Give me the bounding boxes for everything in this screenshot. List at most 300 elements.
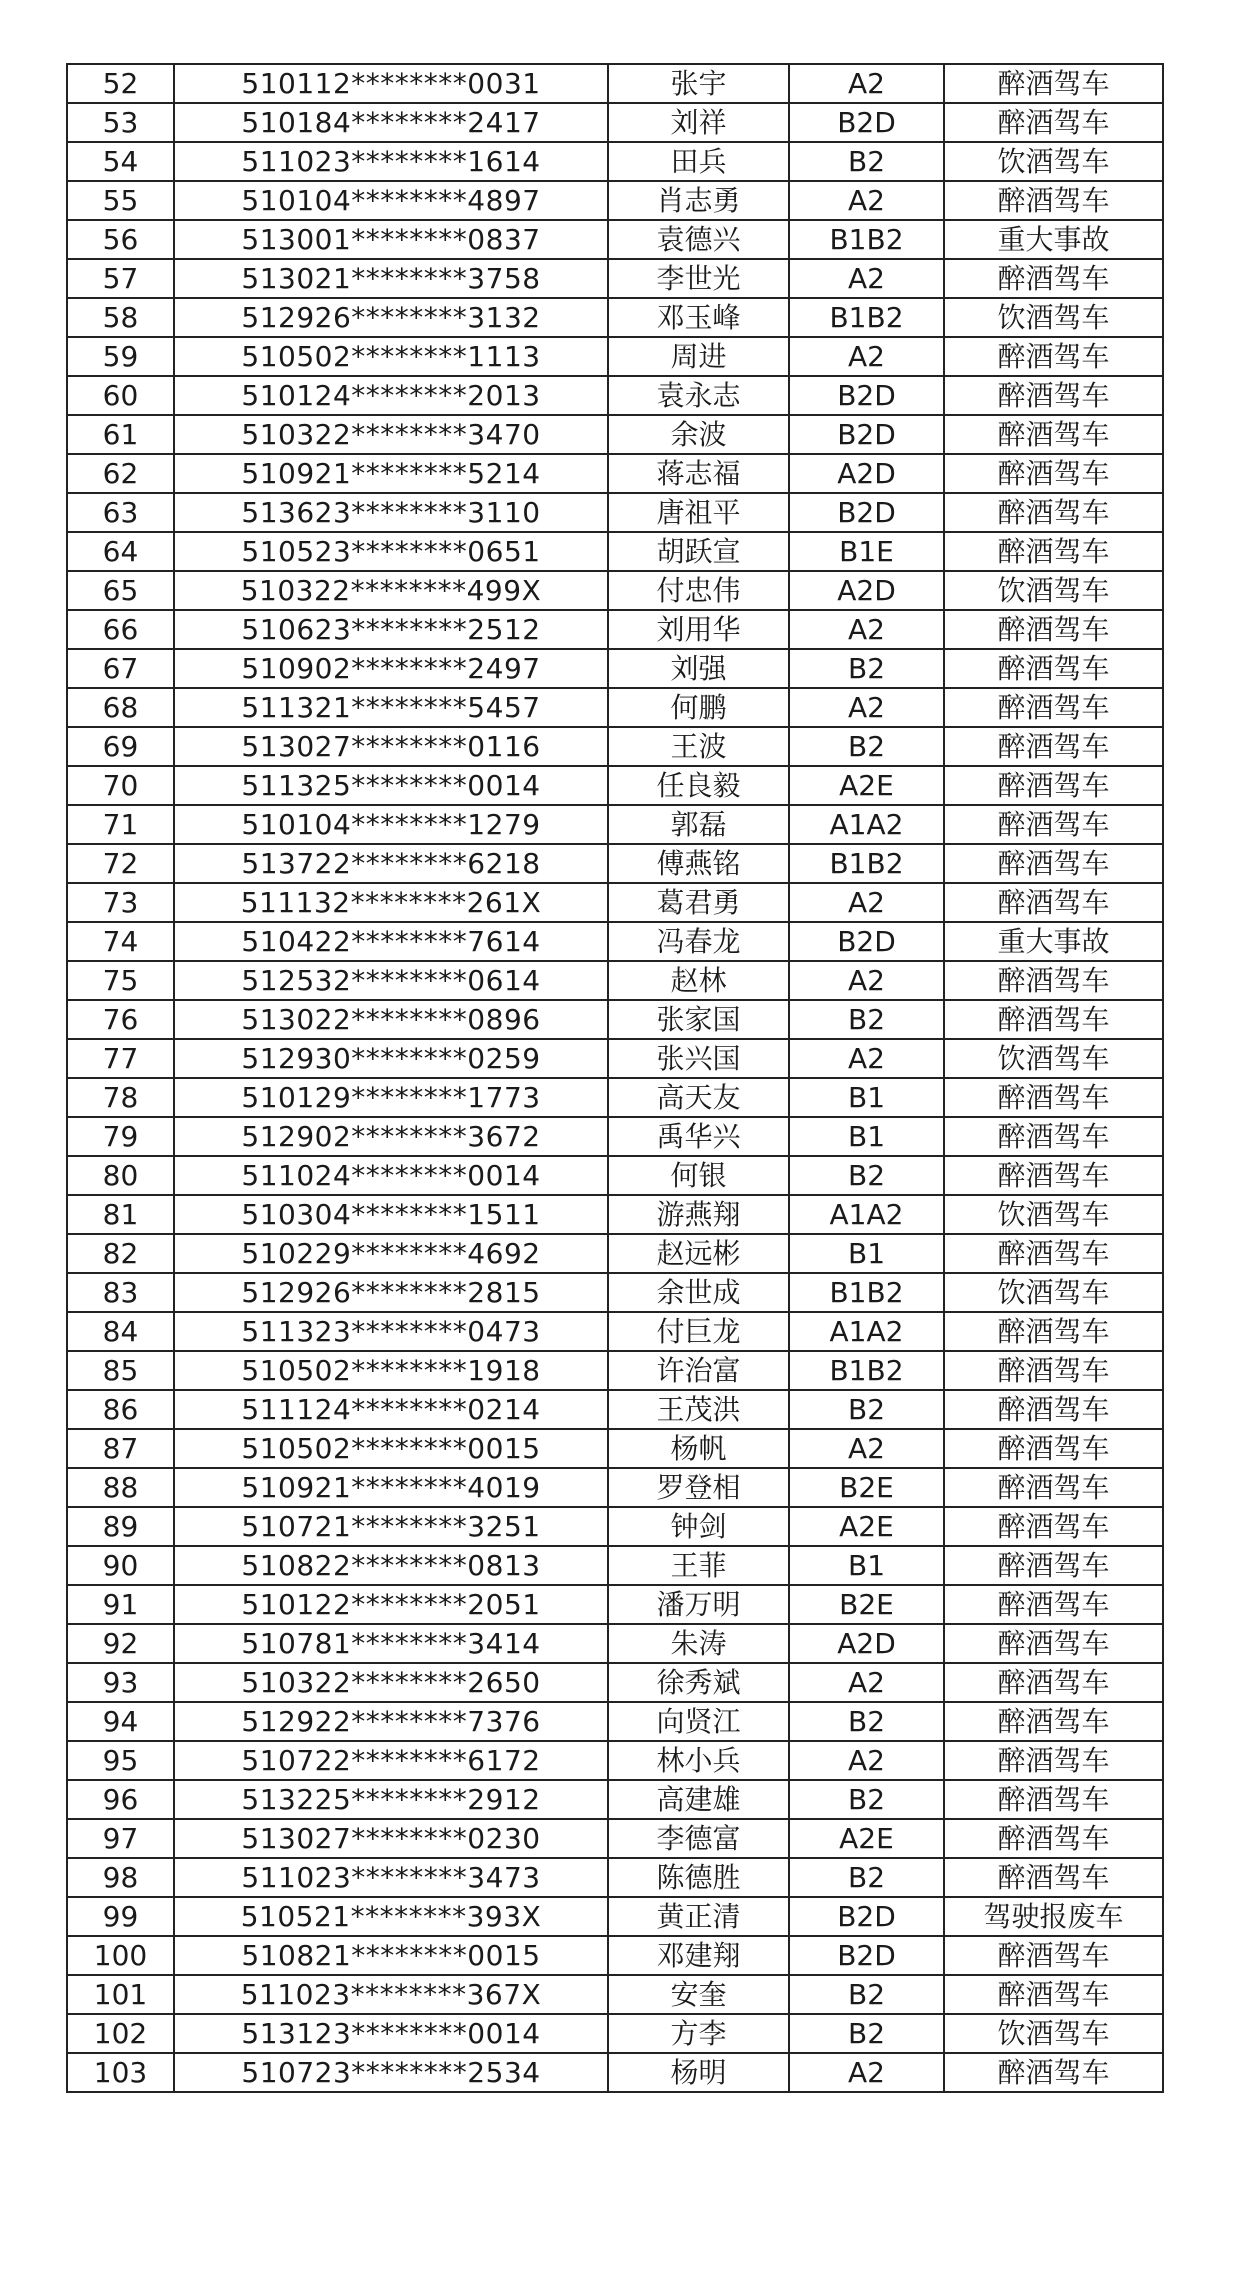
id-number-cell: 512926********3132 xyxy=(174,298,608,337)
violation-reason-cell: 饮酒驾车 xyxy=(944,1273,1163,1312)
person-name-cell: 徐秀斌 xyxy=(608,1663,789,1702)
person-name-cell: 张兴国 xyxy=(608,1039,789,1078)
license-class-cell: B1 xyxy=(789,1234,944,1273)
table-row xyxy=(67,1390,1163,1429)
violation-reason-cell: 醉酒驾车 xyxy=(944,2053,1163,2092)
violation-reason-cell: 醉酒驾车 xyxy=(944,727,1163,766)
id-number-cell: 513027********0230 xyxy=(174,1819,608,1858)
row-number-cell: 83 xyxy=(67,1273,174,1312)
row-number-cell: 79 xyxy=(67,1117,174,1156)
id-number-cell: 511023********3473 xyxy=(174,1858,608,1897)
id-number-cell: 510322********2650 xyxy=(174,1663,608,1702)
license-class-cell: B2 xyxy=(789,2014,944,2053)
id-number-cell: 510902********2497 xyxy=(174,649,608,688)
row-number-cell: 93 xyxy=(67,1663,174,1702)
table-row xyxy=(67,103,1163,142)
person-name-cell: 王菲 xyxy=(608,1546,789,1585)
row-number-cell: 85 xyxy=(67,1351,174,1390)
id-number-cell: 510304********1511 xyxy=(174,1195,608,1234)
table-row xyxy=(67,1273,1163,1312)
person-name-cell: 余世成 xyxy=(608,1273,789,1312)
license-class-cell: B2D xyxy=(789,415,944,454)
license-class-cell: B2 xyxy=(789,1858,944,1897)
violation-reason-cell: 重大事故 xyxy=(944,922,1163,961)
id-number-cell: 510921********4019 xyxy=(174,1468,608,1507)
person-name-cell: 张宇 xyxy=(608,64,789,103)
violation-reason-cell: 醉酒驾车 xyxy=(944,1468,1163,1507)
license-class-cell: A2E xyxy=(789,766,944,805)
license-class-cell: A2 xyxy=(789,337,944,376)
person-name-cell: 田兵 xyxy=(608,142,789,181)
person-name-cell: 余波 xyxy=(608,415,789,454)
person-name-cell: 王茂洪 xyxy=(608,1390,789,1429)
violation-reason-cell: 醉酒驾车 xyxy=(944,337,1163,376)
person-name-cell: 林小兵 xyxy=(608,1741,789,1780)
license-class-cell: B1B2 xyxy=(789,844,944,883)
id-number-cell: 510229********4692 xyxy=(174,1234,608,1273)
person-name-cell: 许治富 xyxy=(608,1351,789,1390)
record-table xyxy=(66,63,1164,2093)
person-name-cell: 郭磊 xyxy=(608,805,789,844)
violation-reason-cell: 醉酒驾车 xyxy=(944,1858,1163,1897)
violation-reason-cell: 饮酒驾车 xyxy=(944,2014,1163,2053)
row-number-cell: 96 xyxy=(67,1780,174,1819)
person-name-cell: 罗登相 xyxy=(608,1468,789,1507)
id-number-cell: 511132********261X xyxy=(174,883,608,922)
person-name-cell: 安奎 xyxy=(608,1975,789,2014)
person-name-cell: 傅燕铭 xyxy=(608,844,789,883)
row-number-cell: 92 xyxy=(67,1624,174,1663)
license-class-cell: B2D xyxy=(789,493,944,532)
table-row xyxy=(67,1234,1163,1273)
table-row xyxy=(67,1117,1163,1156)
violation-reason-cell: 醉酒驾车 xyxy=(944,1585,1163,1624)
id-number-cell: 510623********2512 xyxy=(174,610,608,649)
table-row xyxy=(67,1936,1163,1975)
id-number-cell: 511325********0014 xyxy=(174,766,608,805)
license-class-cell: B1 xyxy=(789,1546,944,1585)
table-row xyxy=(67,220,1163,259)
table-row xyxy=(67,1741,1163,1780)
person-name-cell: 付巨龙 xyxy=(608,1312,789,1351)
violation-reason-cell: 醉酒驾车 xyxy=(944,64,1163,103)
table-row xyxy=(67,688,1163,727)
table-row xyxy=(67,844,1163,883)
violation-reason-cell: 醉酒驾车 xyxy=(944,1546,1163,1585)
person-name-cell: 唐祖平 xyxy=(608,493,789,532)
violation-reason-cell: 醉酒驾车 xyxy=(944,688,1163,727)
table-row xyxy=(67,805,1163,844)
license-class-cell: A2E xyxy=(789,1819,944,1858)
violation-reason-cell: 饮酒驾车 xyxy=(944,142,1163,181)
license-class-cell: A2 xyxy=(789,883,944,922)
violation-reason-cell: 醉酒驾车 xyxy=(944,1780,1163,1819)
row-number-cell: 69 xyxy=(67,727,174,766)
row-number-cell: 74 xyxy=(67,922,174,961)
id-number-cell: 510124********2013 xyxy=(174,376,608,415)
person-name-cell: 杨帆 xyxy=(608,1429,789,1468)
id-number-cell: 512930********0259 xyxy=(174,1039,608,1078)
violation-reason-cell: 驾驶报废车 xyxy=(944,1897,1163,1936)
table-row xyxy=(67,1078,1163,1117)
violation-reason-cell: 醉酒驾车 xyxy=(944,766,1163,805)
violation-reason-cell: 饮酒驾车 xyxy=(944,1039,1163,1078)
person-name-cell: 方李 xyxy=(608,2014,789,2053)
table-row xyxy=(67,259,1163,298)
violation-reason-cell: 醉酒驾车 xyxy=(944,493,1163,532)
license-class-cell: A2E xyxy=(789,1507,944,1546)
person-name-cell: 邓玉峰 xyxy=(608,298,789,337)
id-number-cell: 510129********1773 xyxy=(174,1078,608,1117)
license-class-cell: B2 xyxy=(789,727,944,766)
license-class-cell: B1E xyxy=(789,532,944,571)
violation-reason-cell: 醉酒驾车 xyxy=(944,1702,1163,1741)
table-row xyxy=(67,1468,1163,1507)
person-name-cell: 蒋志福 xyxy=(608,454,789,493)
id-number-cell: 513027********0116 xyxy=(174,727,608,766)
person-name-cell: 周进 xyxy=(608,337,789,376)
id-number-cell: 510122********2051 xyxy=(174,1585,608,1624)
person-name-cell: 游燕翔 xyxy=(608,1195,789,1234)
license-class-cell: A2 xyxy=(789,181,944,220)
row-number-cell: 99 xyxy=(67,1897,174,1936)
license-class-cell: B1B2 xyxy=(789,1273,944,1312)
violation-reason-cell: 醉酒驾车 xyxy=(944,844,1163,883)
row-number-cell: 63 xyxy=(67,493,174,532)
row-number-cell: 102 xyxy=(67,2014,174,2053)
license-class-cell: A2 xyxy=(789,1663,944,1702)
violation-reason-cell: 醉酒驾车 xyxy=(944,532,1163,571)
license-class-cell: A2 xyxy=(789,688,944,727)
person-name-cell: 陈德胜 xyxy=(608,1858,789,1897)
id-number-cell: 513123********0014 xyxy=(174,2014,608,2053)
license-class-cell: B1B2 xyxy=(789,1351,944,1390)
table-row xyxy=(67,883,1163,922)
violation-reason-cell: 醉酒驾车 xyxy=(944,1078,1163,1117)
row-number-cell: 97 xyxy=(67,1819,174,1858)
table-row xyxy=(67,64,1163,103)
table-row xyxy=(67,1897,1163,1936)
record-table-body xyxy=(67,64,1163,2092)
id-number-cell: 510821********0015 xyxy=(174,1936,608,1975)
license-class-cell: A2D xyxy=(789,1624,944,1663)
person-name-cell: 潘万明 xyxy=(608,1585,789,1624)
license-class-cell: B2D xyxy=(789,103,944,142)
table-row xyxy=(67,1624,1163,1663)
person-name-cell: 付忠伟 xyxy=(608,571,789,610)
license-class-cell: B2D xyxy=(789,1936,944,1975)
table-row xyxy=(67,337,1163,376)
row-number-cell: 76 xyxy=(67,1000,174,1039)
violation-reason-cell: 饮酒驾车 xyxy=(944,571,1163,610)
violation-reason-cell: 醉酒驾车 xyxy=(944,1429,1163,1468)
violation-reason-cell: 醉酒驾车 xyxy=(944,1663,1163,1702)
table-row xyxy=(67,415,1163,454)
row-number-cell: 58 xyxy=(67,298,174,337)
license-class-cell: B2 xyxy=(789,1975,944,2014)
id-number-cell: 510104********4897 xyxy=(174,181,608,220)
license-class-cell: B1 xyxy=(789,1078,944,1117)
license-class-cell: A2 xyxy=(789,64,944,103)
id-number-cell: 513722********6218 xyxy=(174,844,608,883)
id-number-cell: 511323********0473 xyxy=(174,1312,608,1351)
id-number-cell: 510502********0015 xyxy=(174,1429,608,1468)
id-number-cell: 512532********0614 xyxy=(174,961,608,1000)
person-name-cell: 杨明 xyxy=(608,2053,789,2092)
person-name-cell: 赵林 xyxy=(608,961,789,1000)
violation-reason-cell: 醉酒驾车 xyxy=(944,1936,1163,1975)
row-number-cell: 86 xyxy=(67,1390,174,1429)
id-number-cell: 510322********499X xyxy=(174,571,608,610)
row-number-cell: 67 xyxy=(67,649,174,688)
row-number-cell: 84 xyxy=(67,1312,174,1351)
person-name-cell: 袁永志 xyxy=(608,376,789,415)
table-row xyxy=(67,1585,1163,1624)
table-row xyxy=(67,961,1163,1000)
id-number-cell: 510502********1918 xyxy=(174,1351,608,1390)
id-number-cell: 512926********2815 xyxy=(174,1273,608,1312)
row-number-cell: 101 xyxy=(67,1975,174,2014)
table-row xyxy=(67,454,1163,493)
table-row xyxy=(67,376,1163,415)
violation-reason-cell: 醉酒驾车 xyxy=(944,961,1163,1000)
row-number-cell: 77 xyxy=(67,1039,174,1078)
table-row xyxy=(67,1546,1163,1585)
license-class-cell: A2 xyxy=(789,1741,944,1780)
table-row xyxy=(67,1780,1163,1819)
id-number-cell: 510822********0813 xyxy=(174,1546,608,1585)
person-name-cell: 朱涛 xyxy=(608,1624,789,1663)
license-class-cell: B2D xyxy=(789,922,944,961)
person-name-cell: 肖志勇 xyxy=(608,181,789,220)
row-number-cell: 80 xyxy=(67,1156,174,1195)
person-name-cell: 冯春龙 xyxy=(608,922,789,961)
license-class-cell: B2 xyxy=(789,1156,944,1195)
id-number-cell: 510112********0031 xyxy=(174,64,608,103)
license-class-cell: A2 xyxy=(789,1039,944,1078)
license-class-cell: B2 xyxy=(789,649,944,688)
license-class-cell: B1 xyxy=(789,1117,944,1156)
person-name-cell: 李德富 xyxy=(608,1819,789,1858)
violation-reason-cell: 醉酒驾车 xyxy=(944,1156,1163,1195)
person-name-cell: 赵远彬 xyxy=(608,1234,789,1273)
row-number-cell: 75 xyxy=(67,961,174,1000)
table-row xyxy=(67,493,1163,532)
row-number-cell: 91 xyxy=(67,1585,174,1624)
row-number-cell: 72 xyxy=(67,844,174,883)
id-number-cell: 512922********7376 xyxy=(174,1702,608,1741)
table-row xyxy=(67,1702,1163,1741)
id-number-cell: 510523********0651 xyxy=(174,532,608,571)
id-number-cell: 510723********2534 xyxy=(174,2053,608,2092)
violation-reason-cell: 醉酒驾车 xyxy=(944,1000,1163,1039)
row-number-cell: 65 xyxy=(67,571,174,610)
table-row xyxy=(67,1858,1163,1897)
license-class-cell: B2E xyxy=(789,1585,944,1624)
row-number-cell: 57 xyxy=(67,259,174,298)
violation-reason-cell: 醉酒驾车 xyxy=(944,610,1163,649)
person-name-cell: 刘祥 xyxy=(608,103,789,142)
table-row xyxy=(67,532,1163,571)
table-row xyxy=(67,181,1163,220)
table-row xyxy=(67,1000,1163,1039)
person-name-cell: 葛君勇 xyxy=(608,883,789,922)
person-name-cell: 王波 xyxy=(608,727,789,766)
license-class-cell: B2 xyxy=(789,1780,944,1819)
violation-reason-cell: 饮酒驾车 xyxy=(944,1195,1163,1234)
violation-reason-cell: 醉酒驾车 xyxy=(944,415,1163,454)
violation-reason-cell: 醉酒驾车 xyxy=(944,1975,1163,2014)
table-row xyxy=(67,922,1163,961)
violation-reason-cell: 醉酒驾车 xyxy=(944,1234,1163,1273)
row-number-cell: 95 xyxy=(67,1741,174,1780)
table-row xyxy=(67,1195,1163,1234)
row-number-cell: 89 xyxy=(67,1507,174,1546)
person-name-cell: 钟剑 xyxy=(608,1507,789,1546)
row-number-cell: 64 xyxy=(67,532,174,571)
id-number-cell: 510322********3470 xyxy=(174,415,608,454)
id-number-cell: 510502********1113 xyxy=(174,337,608,376)
violation-reason-cell: 醉酒驾车 xyxy=(944,1351,1163,1390)
person-name-cell: 黄正清 xyxy=(608,1897,789,1936)
row-number-cell: 61 xyxy=(67,415,174,454)
row-number-cell: 94 xyxy=(67,1702,174,1741)
license-class-cell: B2D xyxy=(789,1897,944,1936)
row-number-cell: 88 xyxy=(67,1468,174,1507)
table-row xyxy=(67,1975,1163,2014)
license-class-cell: A2 xyxy=(789,610,944,649)
violation-reason-cell: 醉酒驾车 xyxy=(944,1312,1163,1351)
violation-reason-cell: 醉酒驾车 xyxy=(944,181,1163,220)
license-class-cell: B2 xyxy=(789,1702,944,1741)
violation-reason-cell: 醉酒驾车 xyxy=(944,1117,1163,1156)
license-class-cell: A2D xyxy=(789,571,944,610)
table-row xyxy=(67,766,1163,805)
row-number-cell: 59 xyxy=(67,337,174,376)
row-number-cell: 71 xyxy=(67,805,174,844)
license-class-cell: B2 xyxy=(789,1390,944,1429)
row-number-cell: 70 xyxy=(67,766,174,805)
license-class-cell: B2 xyxy=(789,1000,944,1039)
person-name-cell: 李世光 xyxy=(608,259,789,298)
row-number-cell: 98 xyxy=(67,1858,174,1897)
id-number-cell: 511024********0014 xyxy=(174,1156,608,1195)
table-row xyxy=(67,1156,1163,1195)
table-row xyxy=(67,142,1163,181)
table-row xyxy=(67,2053,1163,2092)
violation-reason-cell: 醉酒驾车 xyxy=(944,1819,1163,1858)
violation-reason-cell: 醉酒驾车 xyxy=(944,259,1163,298)
table-row xyxy=(67,649,1163,688)
table-row xyxy=(67,727,1163,766)
violation-reason-cell: 醉酒驾车 xyxy=(944,883,1163,922)
violation-reason-cell: 醉酒驾车 xyxy=(944,1624,1163,1663)
row-number-cell: 78 xyxy=(67,1078,174,1117)
id-number-cell: 511023********1614 xyxy=(174,142,608,181)
person-name-cell: 张家国 xyxy=(608,1000,789,1039)
row-number-cell: 62 xyxy=(67,454,174,493)
person-name-cell: 袁德兴 xyxy=(608,220,789,259)
row-number-cell: 100 xyxy=(67,1936,174,1975)
license-class-cell: A2 xyxy=(789,1429,944,1468)
id-number-cell: 510422********7614 xyxy=(174,922,608,961)
license-class-cell: B2 xyxy=(789,142,944,181)
person-name-cell: 向贤江 xyxy=(608,1702,789,1741)
violation-reason-cell: 醉酒驾车 xyxy=(944,1741,1163,1780)
license-class-cell: A2 xyxy=(789,259,944,298)
table-row xyxy=(67,1663,1163,1702)
row-number-cell: 53 xyxy=(67,103,174,142)
person-name-cell: 任良毅 xyxy=(608,766,789,805)
id-number-cell: 513022********0896 xyxy=(174,1000,608,1039)
id-number-cell: 511321********5457 xyxy=(174,688,608,727)
row-number-cell: 68 xyxy=(67,688,174,727)
id-number-cell: 510921********5214 xyxy=(174,454,608,493)
license-class-cell: A2 xyxy=(789,961,944,1000)
table-row xyxy=(67,1429,1163,1468)
person-name-cell: 高天友 xyxy=(608,1078,789,1117)
table-row xyxy=(67,571,1163,610)
row-number-cell: 52 xyxy=(67,64,174,103)
person-name-cell: 邓建翔 xyxy=(608,1936,789,1975)
table-row xyxy=(67,1507,1163,1546)
id-number-cell: 513001********0837 xyxy=(174,220,608,259)
license-class-cell: A2 xyxy=(789,2053,944,2092)
license-class-cell: B2D xyxy=(789,376,944,415)
id-number-cell: 510104********1279 xyxy=(174,805,608,844)
violation-reason-cell: 重大事故 xyxy=(944,220,1163,259)
table-row xyxy=(67,1039,1163,1078)
id-number-cell: 510781********3414 xyxy=(174,1624,608,1663)
row-number-cell: 54 xyxy=(67,142,174,181)
violation-reason-cell: 饮酒驾车 xyxy=(944,298,1163,337)
row-number-cell: 81 xyxy=(67,1195,174,1234)
license-class-cell: A2D xyxy=(789,454,944,493)
id-number-cell: 513623********3110 xyxy=(174,493,608,532)
person-name-cell: 禹华兴 xyxy=(608,1117,789,1156)
table-row xyxy=(67,1312,1163,1351)
violation-reason-cell: 醉酒驾车 xyxy=(944,454,1163,493)
id-number-cell: 510521********393X xyxy=(174,1897,608,1936)
license-class-cell: A1A2 xyxy=(789,805,944,844)
id-number-cell: 511023********367X xyxy=(174,1975,608,2014)
id-number-cell: 510721********3251 xyxy=(174,1507,608,1546)
row-number-cell: 55 xyxy=(67,181,174,220)
person-name-cell: 刘用华 xyxy=(608,610,789,649)
violation-reason-cell: 醉酒驾车 xyxy=(944,376,1163,415)
row-number-cell: 90 xyxy=(67,1546,174,1585)
person-name-cell: 刘强 xyxy=(608,649,789,688)
id-number-cell: 513021********3758 xyxy=(174,259,608,298)
license-class-cell: A1A2 xyxy=(789,1312,944,1351)
violation-reason-cell: 醉酒驾车 xyxy=(944,1390,1163,1429)
id-number-cell: 512902********3672 xyxy=(174,1117,608,1156)
row-number-cell: 82 xyxy=(67,1234,174,1273)
person-name-cell: 何鹏 xyxy=(608,688,789,727)
violation-reason-cell: 醉酒驾车 xyxy=(944,649,1163,688)
row-number-cell: 66 xyxy=(67,610,174,649)
person-name-cell: 何银 xyxy=(608,1156,789,1195)
table-row xyxy=(67,610,1163,649)
table-row xyxy=(67,2014,1163,2053)
person-name-cell: 高建雄 xyxy=(608,1780,789,1819)
id-number-cell: 513225********2912 xyxy=(174,1780,608,1819)
license-class-cell: A1A2 xyxy=(789,1195,944,1234)
row-number-cell: 73 xyxy=(67,883,174,922)
license-class-cell: B1B2 xyxy=(789,298,944,337)
row-number-cell: 60 xyxy=(67,376,174,415)
row-number-cell: 56 xyxy=(67,220,174,259)
